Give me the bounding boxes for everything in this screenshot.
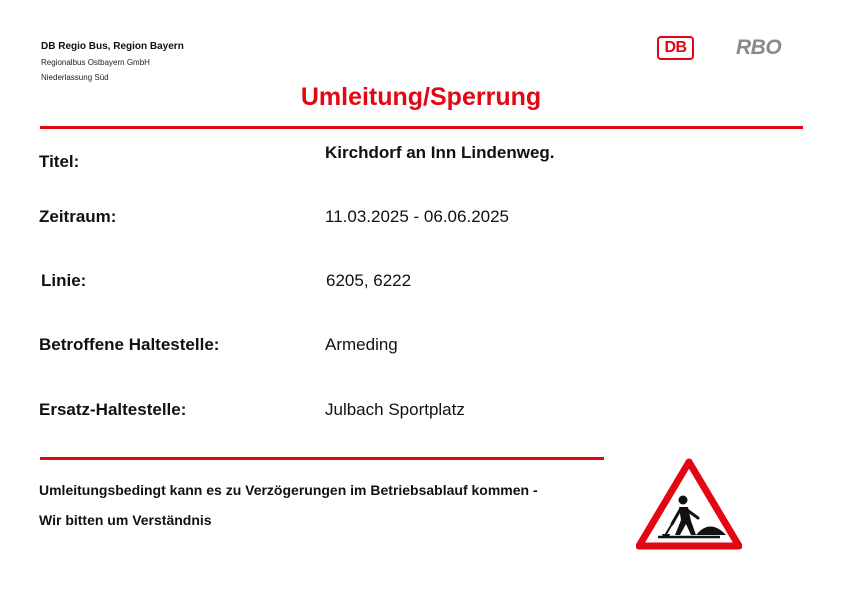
label-ersatz-haltestelle: Ersatz-Haltestelle: — [39, 400, 187, 419]
db-logo: DB — [657, 36, 694, 60]
value-zeitraum: 11.03.2025 - 06.06.2025 — [325, 207, 510, 226]
page-title: Umleitung/Sperrung — [300, 83, 542, 111]
label-betroffene-haltestelle: Betroffene Haltestelle: — [39, 335, 220, 354]
org-name: DB Regio Bus, Region Bayern — [41, 41, 184, 52]
label-titel: Titel: — [39, 152, 80, 171]
org-subtitle: Regionalbus Ostbayern GmbH — [41, 58, 150, 67]
title-divider — [40, 126, 803, 129]
roadworks-warning-icon — [636, 458, 742, 550]
value-titel: Kirchdorf an Inn Lindenweg. — [325, 143, 555, 162]
label-linie: Linie: — [41, 271, 87, 290]
notice-line-1: Umleitungsbedingt kann es zu Verzögerungen im Betriebsablauf kommen - — [39, 482, 538, 498]
org-branch: Niederlassung Süd — [41, 73, 109, 82]
value-ersatz-haltestelle: Julbach Sportplatz — [325, 400, 465, 419]
rbo-logo: RBO — [736, 36, 782, 59]
value-linie: 6205, 6222 — [326, 271, 412, 290]
notice-line-2: Wir bitten um Verständnis — [39, 512, 212, 528]
notice-divider — [40, 457, 604, 460]
label-zeitraum: Zeitraum: — [39, 207, 117, 226]
value-betroffene-haltestelle: Armeding — [325, 335, 398, 354]
